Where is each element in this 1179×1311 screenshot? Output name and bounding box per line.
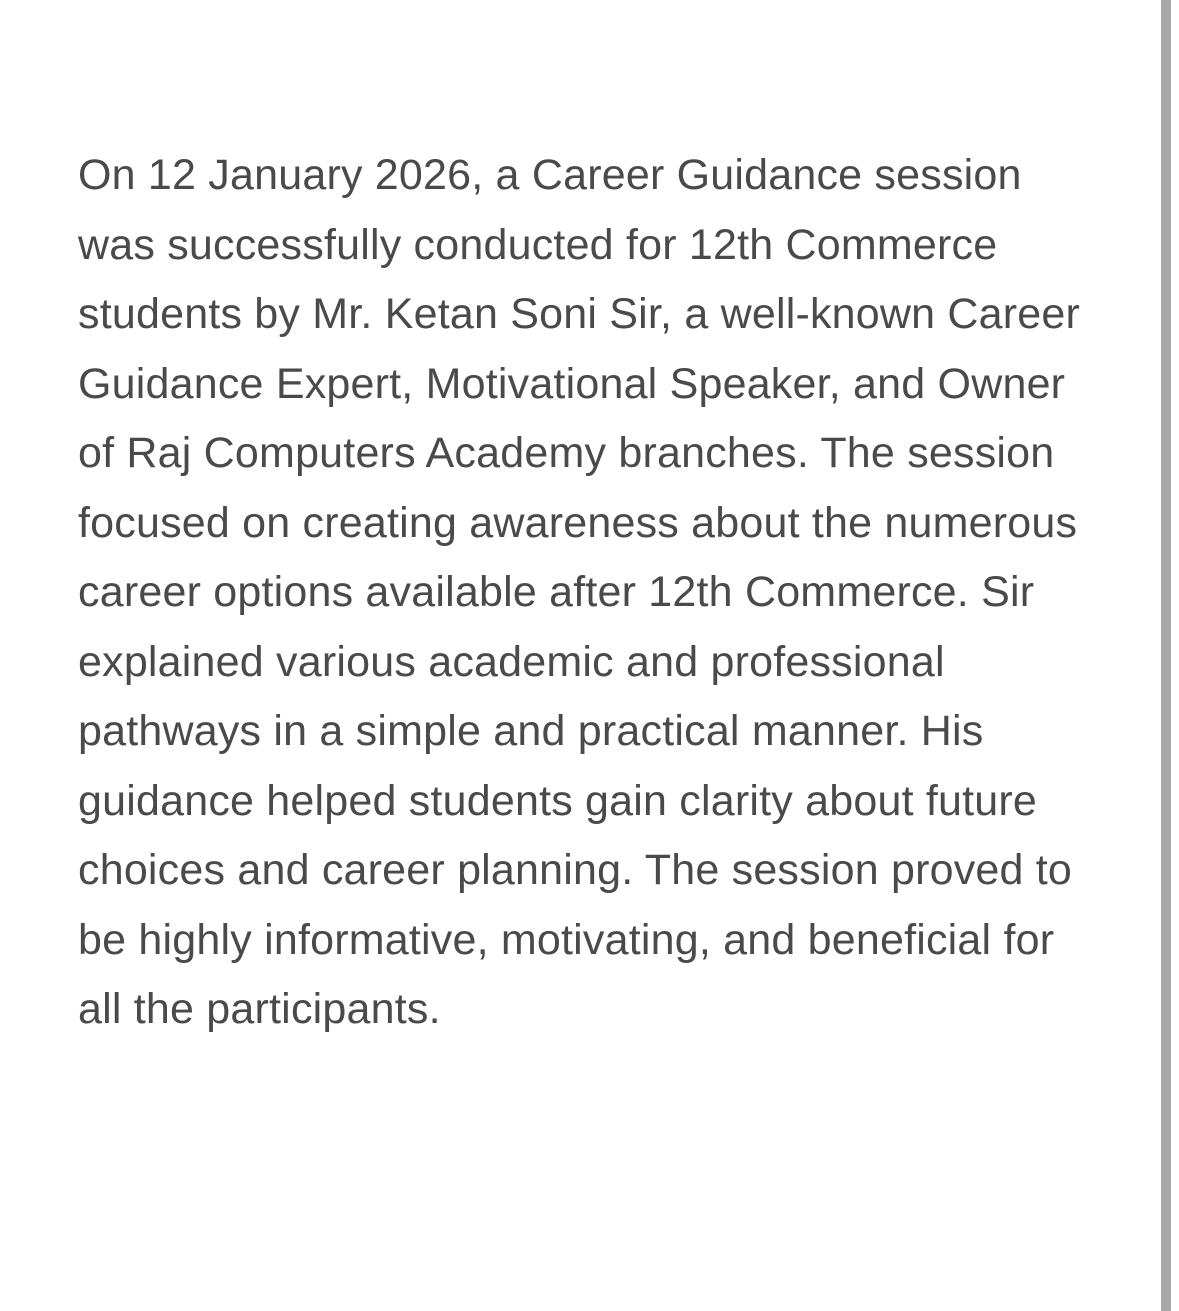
text-line: all the participants. — [78, 985, 441, 1033]
text-line: was successfully conducted for 12th Commerce — [78, 220, 998, 269]
text-line: be highly informative, motivating, and beneficial for — [78, 915, 1055, 964]
scrollbar-thumb[interactable] — [1161, 0, 1171, 1311]
text-line: guidance helped students gain clarity about future — [78, 776, 1038, 825]
text-line: students by Mr. Ketan Soni Sir, a well-known Career — [78, 290, 1081, 338]
text-line: career options available after 12th Commerce. Sir — [78, 568, 1035, 616]
text-line: On 12 January 2026, a Career Guidance session — [78, 151, 1022, 199]
report-paragraph — [78, 141, 1118, 1045]
text-line: of Raj Computers Academy branches. The session — [78, 429, 1055, 477]
text-line: Guidance Expert, Motivational Speaker, and Owner — [78, 359, 1066, 408]
text-line: explained various academic and professional — [78, 637, 945, 686]
text-line: pathways in a simple and practical manner. His — [78, 707, 984, 755]
text-line: focused on creating awareness about the numerous — [78, 498, 1078, 547]
text-line: choices and career planning. The session proved to — [78, 846, 1073, 894]
